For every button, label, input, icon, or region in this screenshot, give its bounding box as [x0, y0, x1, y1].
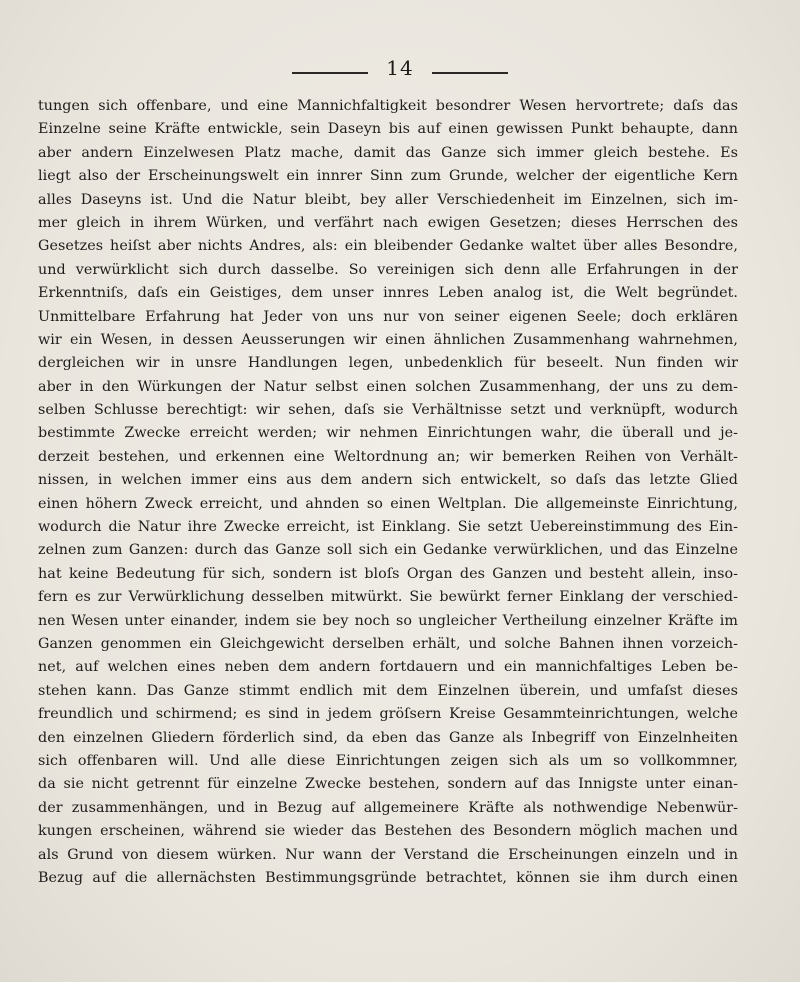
text-line: dergleichen wir in unsre Handlungen legen, unbedenklich für beseelt. Nun finden wir [38, 355, 738, 372]
text-line: hat keine Bedeutung für sich, sondern ist bloſs Organ des Ganzen und besteht allein, inso- [38, 565, 738, 582]
text-line: Unmittelbare Erfahrung hat Jeder von uns nur von seiner eigenen Seele; doch erklären [38, 308, 738, 325]
text-line: net, auf welchen eines neben dem andern fortdauern und ein mannichfaltiges Leben be- [38, 659, 738, 676]
text-line: alles Daseyns ist. Und die Natur bleibt, bey aller Verschiedenheit im Einzelnen, sich im- [38, 191, 738, 208]
text-line: Erkenntniſs, daſs ein Geistiges, dem unser innres Leben analog ist, die Welt begründet. [38, 285, 738, 302]
text-line: wodurch die Natur ihre Zwecke erreicht, ist Einklang. Sie setzt Uebereinstimmung des Ein- [38, 519, 738, 536]
text-line: und verwürklicht sich durch dasselbe. So vereinigen sich denn alle Erfahrungen in der [38, 261, 738, 278]
text-line: fern es zur Verwürklichung desselben mitwürkt. Sie bewürkt ferner Einklang der verschied- [38, 589, 738, 606]
text-line: bestimmte Zwecke erreicht werden; wir nehmen Einrichtungen wahr, die überall und je- [38, 425, 738, 442]
text-line: der zusammenhängen, und in Bezug auf allgemeinere Kräfte als nothwendige Nebenwür- [38, 799, 738, 816]
page-header [0, 56, 800, 80]
text-line: stehen kann. Das Ganze stimmt endlich mit dem Einzelnen überein, und umfaſst dieses [38, 682, 738, 699]
text-line: derzeit bestehen, und erkennen eine Weltordnung an; wir bemerken Reihen von Verhält- [38, 448, 738, 465]
text-line: sich offenbaren will. Und alle diese Einrichtungen zeigen sich als um so vollkommner, [38, 752, 738, 769]
text-line: aber in den Würkungen der Natur selbst einen solchen Zusammenhang, der uns zu dem- [38, 378, 738, 395]
text-line: einen höhern Zweck erreicht, und ahnden so einen Weltplan. Die allgemeinste Einrichtung, [38, 495, 738, 512]
text-line: Ganzen genommen ein Gleichgewicht derselben erhält, und solche Bahnen ihnen vorzeich- [38, 635, 738, 652]
text-line: liegt also der Erscheinungswelt ein innrer Sinn zum Grunde, welcher der eigentliche Kern [38, 168, 738, 185]
body-text [38, 95, 738, 890]
text-line: kungen erscheinen, während sie wieder das Bestehen des Besondern möglich machen und [38, 823, 738, 840]
text-line: freundlich und schirmend; es sind in jedem gröſsern Kreise Gesammteinrichtungen, welche [38, 706, 738, 723]
text-line: den einzelnen Gliedern förderlich sind, da eben das Ganze als Inbegriff von Einzelnheiten [38, 729, 738, 746]
text-line: Gesetzes heiſst aber nichts Andres, als: ein bleibender Gedanke waltet über alles Besondre, [38, 238, 738, 255]
header-rule-right [432, 72, 508, 74]
text-line: Bezug auf die allernächsten Bestimmungsgründe betrachtet, können sie ihm durch einen [38, 869, 738, 886]
text-line: da sie nicht getrennt für einzelne Zwecke bestehen, sondern auf das Innigste unter einan- [38, 776, 738, 793]
text-line: nen Wesen unter einander, indem sie bey noch so ungleicher Vertheilung einzelner Kräfte im [38, 612, 738, 629]
header-rule-left [292, 72, 368, 74]
text-line: Einzelne seine Kräfte entwickle, sein Daseyn bis auf einen gewissen Punkt behaupte, dann [38, 121, 738, 138]
text-line: tungen sich offenbare, und eine Mannichfaltigkeit besondrer Wesen hervortrete; daſs das [38, 98, 738, 114]
text-line: nissen, in welchen immer eins aus dem andern sich entwickelt, so daſs das letzte Glied [38, 472, 738, 489]
text-line: aber andern Einzelwesen Platz mache, damit das Ganze sich immer gleich bestehe. Es [38, 144, 738, 161]
page-number: 14 [386, 56, 414, 80]
text-line: wir ein Wesen, in dessen Aeusserungen wir einen ähnlichen Zusammenhang wahrnehmen, [38, 331, 738, 348]
text-line: mer gleich in ihrem Würken, und verfährt nach ewigen Gesetzen; dieses Herrschen des [38, 214, 738, 231]
text-line: selben Schlusse berechtigt: wir sehen, daſs sie Verhältnisse setzt und verknüpft, wodurch [38, 402, 738, 419]
text-line: zelnen zum Ganzen: durch das Ganze soll sich ein Gedanke verwürklichen, und das Einzelne [38, 542, 738, 559]
text-line: als Grund von diesem würken. Nur wann der Verstand die Erscheinungen einzeln und in [38, 846, 738, 863]
